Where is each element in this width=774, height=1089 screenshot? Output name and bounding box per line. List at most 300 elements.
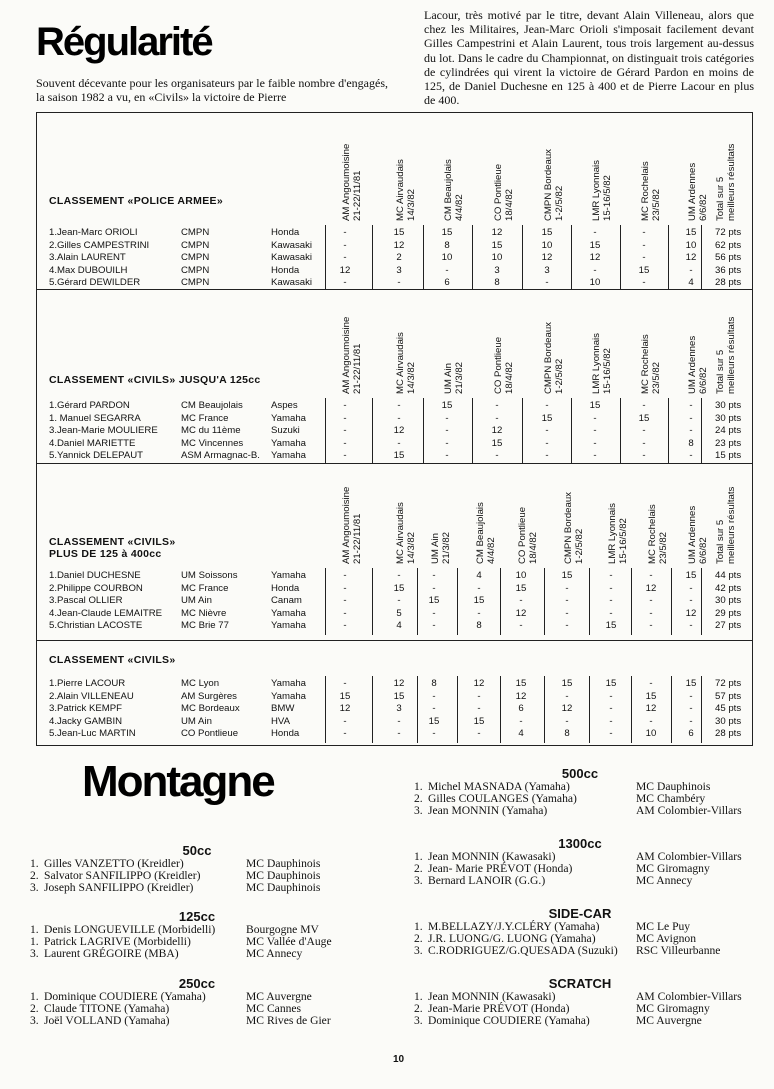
club: MC Giromagny <box>636 862 710 876</box>
result-value: - <box>343 678 347 689</box>
result-value: - <box>649 715 653 727</box>
regularite-intro-left: Souvent décevante pour les organisateurs par le faible nombre d'engagés, la saison 1982 a vu, en «Civils» la victoire de Pierre <box>36 76 388 105</box>
rider-bike: Yamaha <box>271 620 307 631</box>
result-value: - <box>642 239 646 251</box>
rider: Gilles COULANGES (Yamaha) <box>428 792 577 806</box>
list-item <box>414 1015 754 1027</box>
result-value: 12 <box>561 703 573 714</box>
result-total: 72 pts <box>715 678 742 689</box>
rider-name: 3.Alain LAURENT <box>49 252 126 263</box>
result-value: - <box>343 450 347 461</box>
rider-name: 5.Gérard DEWILDER <box>49 277 141 288</box>
result-value: - <box>609 715 613 727</box>
result-value: 15 <box>605 620 617 631</box>
result-value: - <box>642 252 646 263</box>
rider: Jean- Marie PRÉVOT (Honda) <box>428 862 573 876</box>
rider-bike: Yamaha <box>271 690 307 702</box>
rank: 3. <box>414 1014 423 1028</box>
rider-club: MC du 11ème <box>181 425 241 436</box>
result-value: - <box>545 425 549 436</box>
result-value: - <box>649 607 653 619</box>
rider-bike: Yamaha <box>271 678 307 689</box>
table-row <box>37 728 752 741</box>
result-value: 3 <box>396 703 402 714</box>
rider-club: UM Soissons <box>181 570 238 581</box>
table-row <box>37 716 752 729</box>
column-separator <box>472 225 473 292</box>
rider-name: 1. Manuel SEGARRA <box>49 412 141 424</box>
result-value: 12 <box>685 607 697 619</box>
result-value: - <box>432 570 436 581</box>
rider: M.BELLAZY/J.Y.CLÉRY (Yamaha) <box>428 920 600 933</box>
result-value: 8 <box>688 437 694 449</box>
rider-club: MC Nièvre <box>181 607 227 619</box>
rider: Patrick LAGRIVE (Morbidelli) <box>44 935 191 949</box>
result-total: 42 pts <box>715 582 742 594</box>
result-value: - <box>343 582 347 594</box>
table-row <box>37 240 752 253</box>
result-value: - <box>432 728 436 739</box>
column-header: MC Rochelais 23/5/82 <box>647 504 669 564</box>
rider-bike: Aspes <box>271 400 298 411</box>
result-value: 3 <box>396 264 402 276</box>
column-header: UM Ardennes 6/6/82 <box>687 162 709 221</box>
rank: 1. <box>30 923 39 936</box>
result-value: - <box>609 703 613 714</box>
rider-name: 5.Christian LACOSTE <box>49 620 143 631</box>
rider-name: 2.Philippe COURBON <box>49 582 143 594</box>
result-value: - <box>477 607 481 619</box>
club: MC Auvergne <box>246 990 312 1003</box>
result-value: - <box>565 715 569 727</box>
result-value: 15 <box>393 690 405 702</box>
result-value: 4 <box>476 570 482 581</box>
rider-club: CMPN <box>181 252 210 263</box>
table-police-armee <box>36 112 753 290</box>
result-total: 15 pts <box>715 450 742 461</box>
result-value: - <box>609 595 613 606</box>
result-value: - <box>689 582 693 594</box>
montagne-category-title: SIDE-CAR <box>548 906 612 921</box>
result-value: 15 <box>685 678 697 689</box>
column-header: Total sur 5 meilleurs résultats <box>715 143 737 221</box>
result-value: 15 <box>561 570 573 581</box>
result-value: - <box>445 437 449 449</box>
rider-bike: Yamaha <box>271 412 307 424</box>
table-rows <box>37 400 752 463</box>
result-value: - <box>593 425 597 436</box>
result-value: 15 <box>605 678 617 689</box>
column-separator <box>423 398 424 465</box>
list-item <box>30 1015 370 1027</box>
result-value: 3 <box>544 264 550 276</box>
column-separator <box>372 676 373 743</box>
column-header: Total sur 5 meilleurs résultats <box>715 316 737 394</box>
column-separator <box>571 398 572 465</box>
result-value: 15 <box>561 678 573 689</box>
result-value: - <box>609 690 613 702</box>
result-value: - <box>495 400 499 411</box>
rider-bike: Kawasaki <box>271 252 313 263</box>
result-value: - <box>545 437 549 449</box>
result-value: 10 <box>515 570 527 581</box>
result-value: 15 <box>685 227 697 238</box>
table-row <box>37 413 752 426</box>
column-separator <box>457 676 458 743</box>
result-value: 15 <box>638 412 650 424</box>
result-value: - <box>432 582 436 594</box>
column-separator <box>589 568 590 635</box>
rider: Salvator SANFILIPPO (Kreidler) <box>44 869 201 883</box>
result-total: 45 pts <box>715 703 742 714</box>
column-header: CMPN Bordeaux 1-2/5/82 <box>543 322 565 394</box>
result-value: 15 <box>638 264 650 276</box>
montagne-category-title: 500cc <box>561 766 599 781</box>
rider-name: 2.Alain VILLENEAU <box>49 690 134 702</box>
column-separator <box>668 398 669 465</box>
result-value: 12 <box>645 703 657 714</box>
result-value: 3 <box>494 264 500 276</box>
rank: 2. <box>30 869 39 883</box>
result-value: - <box>432 620 436 631</box>
rank: 1. <box>414 990 423 1003</box>
club: MC Annecy <box>246 947 303 961</box>
result-value: 12 <box>473 678 485 689</box>
result-value: - <box>397 412 401 424</box>
result-value: 15 <box>541 412 553 424</box>
result-value: 4 <box>396 620 402 631</box>
result-value: 15 <box>441 227 453 238</box>
result-value: - <box>477 690 481 702</box>
result-value: - <box>432 690 436 702</box>
result-value: - <box>445 450 449 461</box>
rank: 1. <box>414 920 423 933</box>
montagne-result-list <box>414 781 754 818</box>
column-header: AM Angoumoisine 21-22/11/81 <box>341 486 363 564</box>
result-value: 8 <box>564 728 570 739</box>
club: AM Colombier-Villars <box>636 990 742 1003</box>
column-separator <box>544 676 545 743</box>
result-value: 15 <box>339 690 351 702</box>
rank: 1. <box>30 935 39 949</box>
result-value: 15 <box>393 582 405 594</box>
regularite-intro-right: Lacour, très motivé par le titre, devant Alain Villeneau, alors que chez les Militaires, Jean-Marc Orioli s'imposait facilement devant Gilles Campestrini et Alain Laurent, tous trois largement au-dessus du lot. Dans le cadre du Championnat, on distinguait trois catégories de cylindrées qui virent la victoire de Gérard Pardon en moins de 125, de Daniel Duchesne en 125 à 400 et de Pierre Lacour en plus de 400. <box>424 8 754 108</box>
result-total: 27 pts <box>715 620 742 631</box>
result-value: 6 <box>444 277 450 288</box>
result-value: - <box>609 582 613 594</box>
rider-name: 3.Patrick KEMPF <box>49 703 123 714</box>
rider-club: MC Brie 77 <box>181 620 229 631</box>
table-rows <box>37 678 752 741</box>
result-value: - <box>343 570 347 581</box>
column-separator <box>500 568 501 635</box>
result-value: - <box>343 728 347 739</box>
montagne-category-title: 1300cc <box>558 836 602 851</box>
result-value: 12 <box>491 425 503 436</box>
column-separator <box>631 568 632 635</box>
rider: Jean-Marie PRÉVOT (Honda) <box>428 1002 570 1016</box>
rider-bike: Kawasaki <box>271 277 313 288</box>
column-separator <box>325 225 326 292</box>
result-value: 15 <box>491 437 503 449</box>
column-separator <box>701 568 702 635</box>
result-value: 12 <box>589 252 601 263</box>
result-value: - <box>642 277 646 288</box>
rider-name: 4.Daniel MARIETTE <box>49 437 136 449</box>
column-separator <box>671 676 672 743</box>
montagne-category-title: 50cc <box>182 843 212 858</box>
rider-bike: Kawasaki <box>271 239 313 251</box>
column-separator <box>472 398 473 465</box>
club: MC Chambéry <box>636 792 706 806</box>
rank: 1. <box>30 990 39 1003</box>
result-value: - <box>565 582 569 594</box>
club: MC Dauphinois <box>636 780 711 793</box>
rider-bike: Honda <box>271 728 300 739</box>
column-separator <box>631 676 632 743</box>
result-value: - <box>689 595 693 606</box>
result-total: 30 pts <box>715 412 742 424</box>
table-subtitle: PLUS DE 125 à 400cc <box>49 548 162 560</box>
rider: Denis LONGUEVILLE (Morbidelli) <box>44 923 216 936</box>
result-value: 15 <box>491 239 503 251</box>
list-item <box>30 948 370 960</box>
table-row <box>37 450 752 463</box>
result-value: - <box>642 437 646 449</box>
column-separator <box>701 398 702 465</box>
result-value: 12 <box>645 582 657 594</box>
column-separator <box>372 398 373 465</box>
result-value: - <box>565 690 569 702</box>
result-value: 12 <box>393 678 405 689</box>
club: MC Cannes <box>246 1002 302 1016</box>
club: Bourgogne MV <box>246 923 319 936</box>
rank: 3. <box>30 881 39 895</box>
result-value: 15 <box>541 227 553 238</box>
result-value: - <box>397 277 401 288</box>
column-separator <box>522 225 523 292</box>
result-value: - <box>477 703 481 714</box>
result-value: 15 <box>515 678 527 689</box>
rider-club: MC Bordeaux <box>181 703 240 714</box>
result-value: 4 <box>518 728 524 739</box>
result-value: - <box>565 620 569 631</box>
result-value: 5 <box>396 607 402 619</box>
result-value: 15 <box>645 690 657 702</box>
result-value: 10 <box>685 239 697 251</box>
result-value: 15 <box>441 400 453 411</box>
result-value: - <box>689 425 693 436</box>
rank: 2. <box>414 792 423 806</box>
result-total: 28 pts <box>715 728 742 739</box>
montagne-category-title: 125cc <box>178 909 216 924</box>
result-value: - <box>649 595 653 606</box>
result-total: 28 pts <box>715 277 742 288</box>
column-header: LMR Lyonnais 15-16/5/82 <box>591 160 613 221</box>
column-header: MC Airvaudais 14/3/82 <box>395 159 417 221</box>
rider-club: CMPN <box>181 277 210 288</box>
club: MC Vallée d'Auge <box>246 935 332 949</box>
rider-bike: HVA <box>271 715 291 727</box>
column-header: UM Ain 21/3/82 <box>443 361 465 394</box>
club: MC Annecy <box>636 874 693 888</box>
result-value: - <box>593 227 597 238</box>
rider: Jean MONNIN (Kawasaki) <box>428 850 556 863</box>
result-value: - <box>593 412 597 424</box>
column-header: LMR Lyonnais 15-16/5/82 <box>591 333 613 394</box>
result-total: 24 pts <box>715 425 742 436</box>
result-value: 15 <box>473 595 485 606</box>
rider: Claude TITONE (Yamaha) <box>44 1002 170 1016</box>
result-value: - <box>609 570 613 581</box>
result-value: 10 <box>491 252 503 263</box>
result-value: - <box>343 239 347 251</box>
result-value: - <box>343 595 347 606</box>
result-value: 8 <box>494 277 500 288</box>
montagne-category-title: 250cc <box>178 976 216 991</box>
result-value: - <box>432 607 436 619</box>
result-value: - <box>689 400 693 411</box>
table-row <box>37 620 752 633</box>
column-header: AM Angoumoisine 21-22/11/81 <box>341 143 363 221</box>
rider-bike: Yamaha <box>271 570 307 581</box>
result-value: 2 <box>396 252 402 263</box>
column-header: MC Rochelais 23/5/82 <box>640 161 662 221</box>
column-header: LMR Lyonnais 15-16/5/82 <box>607 503 629 564</box>
column-separator <box>620 398 621 465</box>
rank: 3. <box>30 947 39 961</box>
rider-name: 5.Yannick DELEPAUT <box>49 450 144 461</box>
result-value: - <box>477 728 481 739</box>
result-value: 12 <box>515 690 527 702</box>
result-value: - <box>593 437 597 449</box>
column-header: AM Angoumoisine 21-22/11/81 <box>341 316 363 394</box>
rider: Dominique COUDIERE (Yamaha) <box>428 1014 590 1028</box>
club: AM Colombier-Villars <box>636 804 742 818</box>
rider-club: AM Surgères <box>181 690 237 702</box>
rider-club: MC Vincennes <box>181 437 244 449</box>
rider-club: CMPN <box>181 239 210 251</box>
column-separator <box>701 225 702 292</box>
result-value: - <box>545 277 549 288</box>
result-value: - <box>689 620 693 631</box>
result-value: - <box>343 400 347 411</box>
column-header: MC Airvaudais 14/3/82 <box>395 502 417 564</box>
column-header: UM Ain 21/3/82 <box>430 531 452 564</box>
result-value: 12 <box>339 264 351 276</box>
rider-bike: Honda <box>271 227 300 238</box>
result-value: 12 <box>339 703 351 714</box>
club: MC Auvergne <box>636 1014 702 1028</box>
rider: Bernard LANOIR (G.G.) <box>428 874 546 888</box>
table-row <box>37 608 752 621</box>
result-value: - <box>495 412 499 424</box>
rider-club: UM Ain <box>181 595 212 606</box>
rider-club: MC Lyon <box>181 678 220 689</box>
rider-name: 3.Jean-Marie MOULIERE <box>49 425 158 436</box>
table-title: CLASSEMENT «CIVILS» <box>49 536 176 548</box>
regularite-title: Régularité <box>36 20 212 64</box>
table-row <box>37 400 752 413</box>
result-total: 36 pts <box>715 264 742 276</box>
table-row <box>37 265 752 278</box>
result-value: - <box>397 728 401 739</box>
table-title: CLASSEMENT «CIVILS» JUSQU'A 125cc <box>49 374 261 386</box>
rider: Gilles VANZETTO (Kreidler) <box>44 857 184 870</box>
table-row <box>37 691 752 704</box>
result-value: 15 <box>589 239 601 251</box>
table-rows <box>37 227 752 290</box>
montagne-result-list <box>414 921 754 958</box>
divider <box>37 640 752 641</box>
rank: 2. <box>414 862 423 876</box>
rider: Joseph SANFILIPPO (Kreidler) <box>44 881 194 895</box>
result-value: - <box>477 582 481 594</box>
table-row <box>37 595 752 608</box>
result-value: - <box>519 620 523 631</box>
result-value: - <box>343 607 347 619</box>
montagne-result-list <box>414 991 754 1028</box>
rider-name: 5.Jean-Luc MARTIN <box>49 728 136 739</box>
column-separator <box>668 225 669 292</box>
column-separator <box>620 225 621 292</box>
rider-name: 4.Jean-Claude LEMAITRE <box>49 607 163 619</box>
result-total: 30 pts <box>715 715 742 727</box>
result-value: - <box>445 264 449 276</box>
result-value: 12 <box>515 607 527 619</box>
result-value: 10 <box>541 239 553 251</box>
result-value: - <box>565 595 569 606</box>
result-value: 15 <box>515 582 527 594</box>
result-value: - <box>642 400 646 411</box>
result-value: - <box>545 450 549 461</box>
rider: Jean MONNIN (Kawasaki) <box>428 990 556 1003</box>
montagne-result-list <box>30 991 370 1028</box>
result-value: 15 <box>589 400 601 411</box>
rider-club: MC France <box>181 582 229 594</box>
column-separator <box>372 225 373 292</box>
table-row <box>37 438 752 451</box>
result-value: - <box>545 400 549 411</box>
rider-name: 1.Gérard PARDON <box>49 400 130 411</box>
montagne-result-list <box>30 924 370 961</box>
rider-club: CO Pontlieue <box>181 728 239 739</box>
result-value: 15 <box>428 595 440 606</box>
result-value: - <box>649 678 653 689</box>
table-row <box>37 703 752 716</box>
club: MC Dauphinois <box>246 881 321 895</box>
club: MC Rives de Gier <box>246 1014 331 1028</box>
result-value: 8 <box>444 239 450 251</box>
table-row <box>37 678 752 691</box>
club: MC Dauphinois <box>246 857 321 870</box>
result-value: - <box>343 412 347 424</box>
result-value: - <box>649 570 653 581</box>
result-value: - <box>609 728 613 739</box>
result-value: 12 <box>541 252 553 263</box>
rank: 3. <box>414 804 423 818</box>
result-value: 8 <box>476 620 482 631</box>
result-value: - <box>397 570 401 581</box>
result-value: 12 <box>685 252 697 263</box>
column-header: CMPN Bordeaux 1-2/5/82 <box>543 149 565 221</box>
result-value: 15 <box>393 450 405 461</box>
rider-club: ASM Armagnac-B. <box>181 450 260 461</box>
table-row <box>37 252 752 265</box>
result-value: 10 <box>589 277 601 288</box>
result-value: - <box>609 607 613 619</box>
result-value: - <box>565 607 569 619</box>
